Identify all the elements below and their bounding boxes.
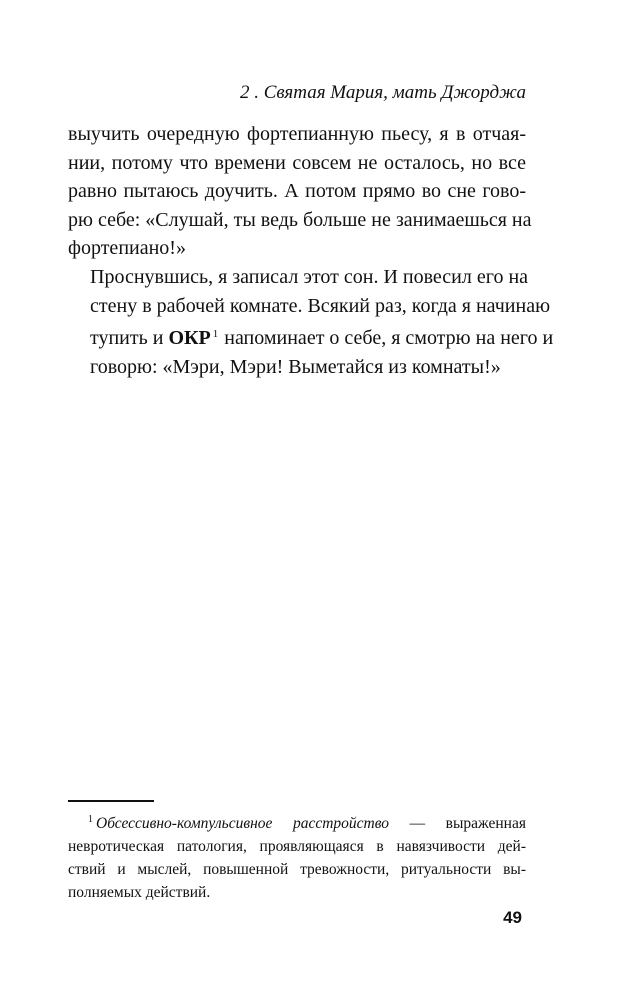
text-line: говорю: «Мэри, Мэри! Выметайся из комнаты!» [90, 355, 501, 378]
text-segment: напоминает о себе, я смотрю на него и [224, 327, 554, 350]
text-line-with-reference [68, 320, 554, 353]
text-line: рю себе: «Слушай, ты ведь больше не занимаешься на [68, 208, 532, 231]
page-number: 49 [503, 908, 522, 927]
footnote-separator [68, 800, 154, 802]
running-head: 2 . Святая Мария, мать Джорджа [240, 82, 526, 103]
paragraph-1 [68, 120, 532, 263]
text-line: Проснувшись, я записал этот сон. И повесил его на [90, 265, 529, 288]
text-line: выучить очередную фортепианную пьесу, я в отчая- [68, 123, 526, 145]
footnote-number: 1 [88, 814, 93, 825]
footnote-text: — выраженная [389, 815, 526, 832]
footnote [68, 808, 526, 904]
footnote-reference[interactable]: 1 [212, 328, 219, 341]
text-line: стену в рабочей комнате. Всякий раз, когда я начинаю [90, 294, 551, 317]
text-line: фортепиано!» [68, 237, 186, 260]
footnote-line [68, 808, 526, 835]
text-line: нии, потому что времени совсем не осталось, но все [68, 151, 526, 174]
footnote-line: полняемых действий. [68, 884, 211, 901]
footnote-line: невротическая патология, проявляющаяся в навязчивости дей- [68, 838, 526, 855]
body-text [68, 120, 554, 381]
paragraph-2 [68, 263, 554, 381]
acronym-term: ОКР [168, 327, 211, 350]
footnote-line: ствий и мыслей, повышенной тревожности, ритуальности вы- [68, 861, 526, 878]
text-line: равно пытаюсь доучить. А потом прямо во сне гово- [68, 180, 526, 203]
footnote-term: Обсессивно-компульсивное расстройство [96, 815, 390, 832]
text-segment: тупить и [90, 327, 164, 350]
